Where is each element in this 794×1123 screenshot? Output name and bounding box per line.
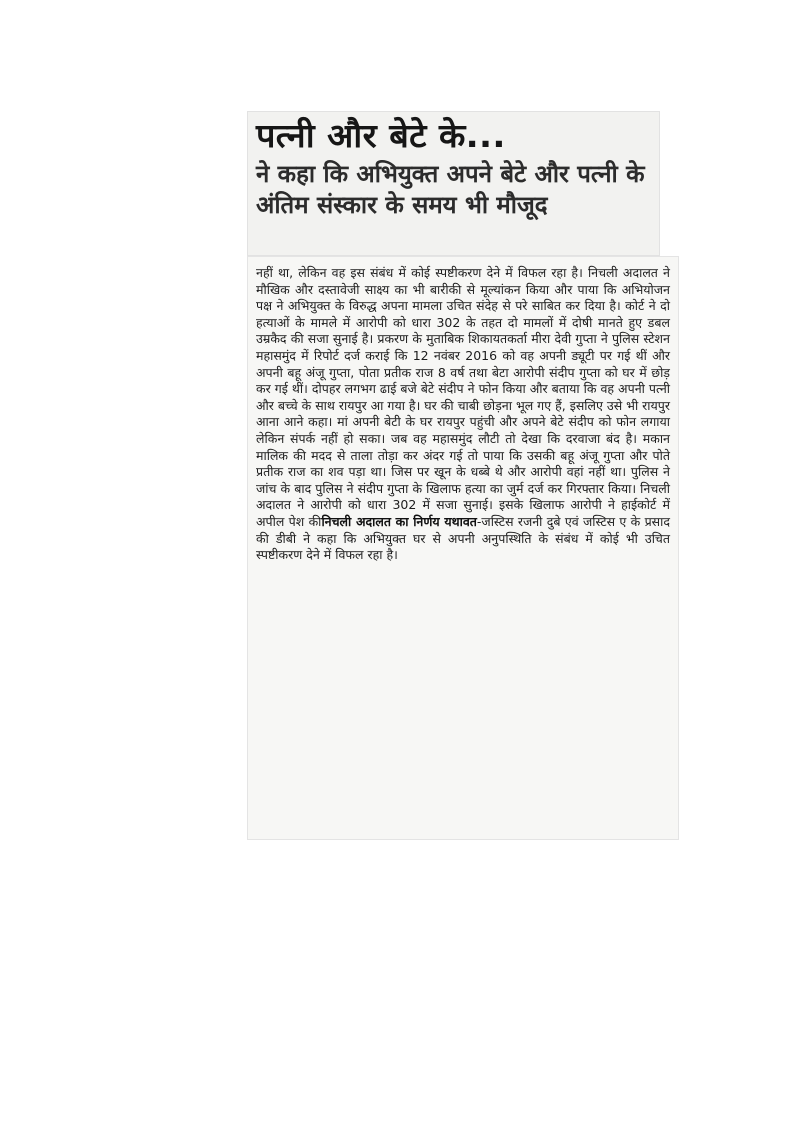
body-text-part-1: नहीं था, लेकिन वह इस संबंध में कोई स्पष्टीकरण देने में विफल रहा है। निचली अदालत ने मौखिक और दस्तावेजी साक्ष्य का भी बारीकी से मूल्यांकन किया और पाया कि अभियोजन पक्ष ने अभियुक्त के विरुद्ध अपना मामला उचित संदेह से परे साबित कर दिया है। कोर्ट ने दो हत्याओं के मामले में आरोपी को धारा 302 के तहत दो मामलों में दोषी मानते हुए डबल उम्रकैद की सजा सुनाई है। प्रकरण के मुताबिक शिकायतकर्ता मीरा देवी गुप्ता ने पुलिस स्टेशन महासमुंद में रिपोर्ट दर्ज कराई कि 12 नवंबर 2016 को वह अपनी ड्यूटी पर गई थीं और अपनी बहू अंजू गुप्ता, पोता प्रतीक राज 8 वर्ष तथा बेटा आरोपी संदीप गुप्ता को घर में छोड़ कर गई थीं। दोपहर लगभग ढाई बजे बेटे संदीप ने फोन किया और बताया कि वह अपनी पत्नी और बच्चे के साथ रायपुर आ गया है। घर की चाबी छोड़ना भूल गए हैं, इसलिए उसे भी रायपुर आना आने कहा। मां अपनी बेटी के घर रायपुर पहुंची और अपने बेटे संदीप को फोन लगाया लेकिन संपर्क नहीं हो सका। जब वह महासमुंद लौटी तो देखा कि दरवाजा बंद है। मकान मालिक की मदद से ताला तोड़ा कर अंदर गई तो पाया कि उसकी बहू अंजू गुप्ता और पोते प्रतीक राज का शव पड़ा था। जिस पर खून के धब्बे थे और आरोपी वहां नहीं था। पुलिस ने जांच के बाद पुलिस ने संदीप गुप्ता के खिलाफ हत्या का जुर्म दर्ज कर गिरफ्तार किया। निचली अदालत ने आरोपी को धारा 302 में सजा सुनाई। इसके खिलाफ आरोपी ने हाईकोर्ट में अपील पेश की <box>256 265 670 529</box>
body-bold-subheading: निचली अदालत का निर्णय यथावत <box>321 513 477 529</box>
body-text-part-2: -जस्टिस रजनी दुबे एवं जस्टिस ए के प्रसाद की डीबी ने कहा कि अभियुक्त घर से अपनी अनुपस्थिति के संबंध में कोई भी उचित स्पष्टीकरण देने में विफल रहा है। <box>256 513 671 563</box>
headline: पत्नी और बेटे के... <box>256 116 506 155</box>
torn-bottom-edge <box>250 834 440 840</box>
headline-clipping <box>247 111 660 256</box>
subheadline: ने कहा कि अभियुक्त अपने बेटे और पत्नी के अंतिम संस्कार के समय भी मौजूद <box>256 160 645 219</box>
article-body <box>256 265 670 564</box>
article-body-clipping <box>247 256 679 840</box>
